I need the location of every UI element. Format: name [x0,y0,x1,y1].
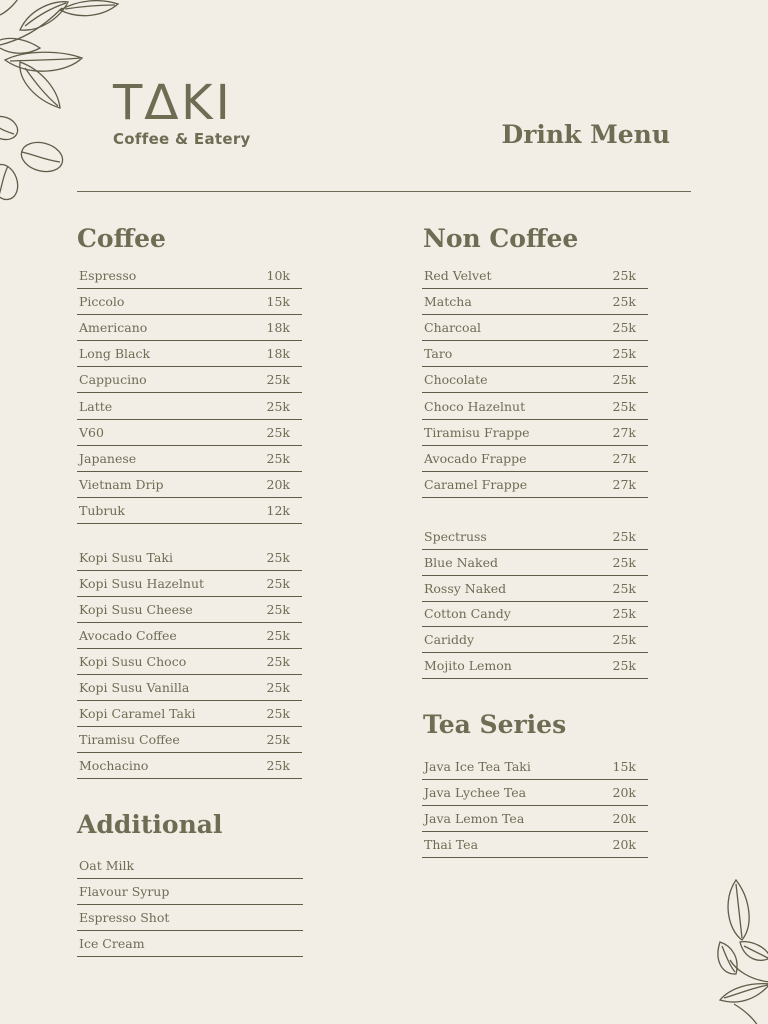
menu-item-price: 10k [266,268,290,283]
menu-item-price: 20k [612,811,636,826]
menu-item-price: 12k [266,502,290,518]
menu-item-price: 25k [612,268,636,283]
menu-item-name: Charcoal [424,320,482,336]
menu-item [422,263,648,289]
menu-item [77,905,303,931]
menu-item-name: Choco Hazelnut [424,398,526,414]
menu-item-name: Mochacino [79,758,149,773]
menu-item [422,806,648,832]
menu-item [422,420,648,446]
menu-item-price: 25k [266,680,290,695]
menu-item-name: Blue Naked [424,554,498,570]
menu-item-name: Kopi Susu Vanilla [79,680,190,695]
menu-item-price: 25k [266,450,290,466]
menu-item-price: 25k [266,758,290,773]
menu-item [77,263,302,289]
menu-item-price: 25k [612,372,636,388]
menu-item-price: 25k [612,554,636,570]
menu-item-price: 27k [612,476,636,492]
page-title: Drink Menu [501,120,670,149]
menu-item-price: 25k [612,606,636,622]
menu-item [422,367,648,393]
menu-item-name: Piccolo [79,294,125,310]
menu-item [77,446,302,472]
menu-item-name: Red Velvet [424,268,492,283]
menu-item-price: 15k [266,294,290,310]
menu-item [422,524,648,550]
menu-item-price: 25k [266,550,290,565]
menu-item-name: Cappucino [79,372,147,388]
menu-item-price: 25k [266,628,290,643]
menu-item-price: 27k [612,450,636,466]
tea-section-title: Tea Series [423,710,567,739]
brand-logo [113,75,251,148]
menu-item-name: Ice Cream [79,936,145,951]
menu-item-price: 25k [266,602,290,617]
menu-item-price: 25k [266,398,290,414]
menu-item [422,653,648,679]
menu-item-price: 25k [612,294,636,310]
menu-item-name: Matcha [424,294,472,310]
brand-name-suffix: KI [181,75,233,131]
menu-item-price: 25k [612,398,636,414]
menu-item-price: 27k [612,424,636,440]
menu-item-name: Americano [79,320,148,336]
menu-item [77,394,302,420]
menu-item [77,420,302,446]
menu-item-name: Tiramisu Frappe [424,424,530,440]
menu-item-name: Kopi Susu Cheese [79,602,193,617]
menu-item [77,701,302,727]
menu-item-name: Avocado Frappe [424,450,527,466]
menu-item-price: 18k [266,346,290,362]
menu-item-name: Kopi Susu Hazelnut [79,576,205,591]
menu-item [77,727,302,753]
menu-item-price: 20k [612,785,636,800]
menu-item-price: 25k [612,632,636,648]
menu-item-name: Kopi Susu Taki [79,550,173,565]
header-divider [77,191,691,192]
coffee-section-title: Coffee [77,224,166,253]
menu-item-price: 20k [266,476,290,492]
menu-item-price: 25k [612,320,636,336]
menu-item-name: Tubruk [79,502,125,518]
menu-item-name: Kopi Caramel Taki [79,706,196,721]
menu-item-price: 25k [612,529,636,544]
menu-item [77,341,302,367]
menu-item-name: Espresso [79,268,137,283]
menu-item-name: Caramel Frappe [424,476,528,492]
menu-item [422,627,648,653]
non-coffee-section-title: Non Coffee [423,224,579,253]
menu-item-name: Cotton Candy [424,606,511,622]
menu-item-name: Avocado Coffee [79,628,177,643]
menu-item-name: Chocolate [424,372,488,388]
menu-item [422,289,648,315]
menu-item [77,649,302,675]
menu-item [422,550,648,576]
menu-item-name: Tiramisu Coffee [79,732,180,747]
menu-item [422,601,648,627]
menu-item-name: V60 [79,424,104,440]
menu-item-price: 20k [612,837,636,852]
menu-item-price: 18k [266,320,290,336]
menu-item [77,545,302,571]
menu-item [77,315,302,341]
menu-item [77,597,302,623]
menu-item [422,315,648,341]
menu-item-name: Long Black [79,346,151,362]
menu-item-price: 15k [612,759,636,774]
menu-item [77,472,302,498]
menu-item [77,571,302,597]
menu-item [422,832,648,858]
menu-item [77,289,302,315]
menu-item-price: 25k [266,732,290,747]
menu-item-name: Vietnam Drip [79,476,164,492]
menu-item [422,472,648,498]
menu-item [422,446,648,472]
brand-name-delta: Δ [144,75,183,131]
menu-item-name: Thai Tea [424,837,479,852]
menu-item-name: Taro [424,346,453,362]
menu-item-name: Java Ice Tea Taki [424,759,531,774]
menu-item-price: 25k [266,424,290,440]
menu-item-price: 25k [612,346,636,362]
menu-item-name: Latte [79,398,113,414]
menu-item-price: 25k [266,576,290,591]
menu-item-name: Rossy Naked [424,580,507,596]
menu-item-name: Java Lemon Tea [424,811,525,826]
menu-item-name: Kopi Susu Choco [79,654,187,669]
menu-item [77,367,302,393]
brand-tagline: Coffee & Eatery [113,130,251,148]
menu-item [422,754,648,780]
menu-item-name: Japanese [79,450,137,466]
menu-item-price: 25k [612,658,636,673]
menu-item [422,394,648,420]
menu-item-name: Espresso Shot [79,910,170,925]
menu-item-name: Cariddy [424,632,475,648]
additional-section-title: Additional [77,810,223,839]
menu-item-price: 25k [266,654,290,669]
menu-item-price: 25k [266,706,290,721]
menu-item [422,576,648,602]
leaf-branch-illustration [0,0,130,210]
leaf-branch-illustration-bottom [700,870,768,1024]
menu-item-name: Mojito Lemon [424,658,512,673]
menu-item [422,341,648,367]
menu-item-name: Flavour Syrup [79,884,170,899]
menu-item-price: 25k [266,372,290,388]
menu-item-price: 25k [612,580,636,596]
menu-item [77,853,303,879]
menu-item [77,879,303,905]
menu-item [77,623,302,649]
menu-item [77,675,302,701]
menu-item-name: Oat Milk [79,858,135,873]
menu-item [77,753,302,779]
menu-item [77,931,303,957]
menu-item [77,498,302,524]
menu-item [422,780,648,806]
menu-item-name: Java Lychee Tea [424,785,527,800]
menu-item-name: Spectruss [424,529,487,544]
brand-wordmark [113,75,251,131]
brand-name-prefix: T [113,75,146,131]
